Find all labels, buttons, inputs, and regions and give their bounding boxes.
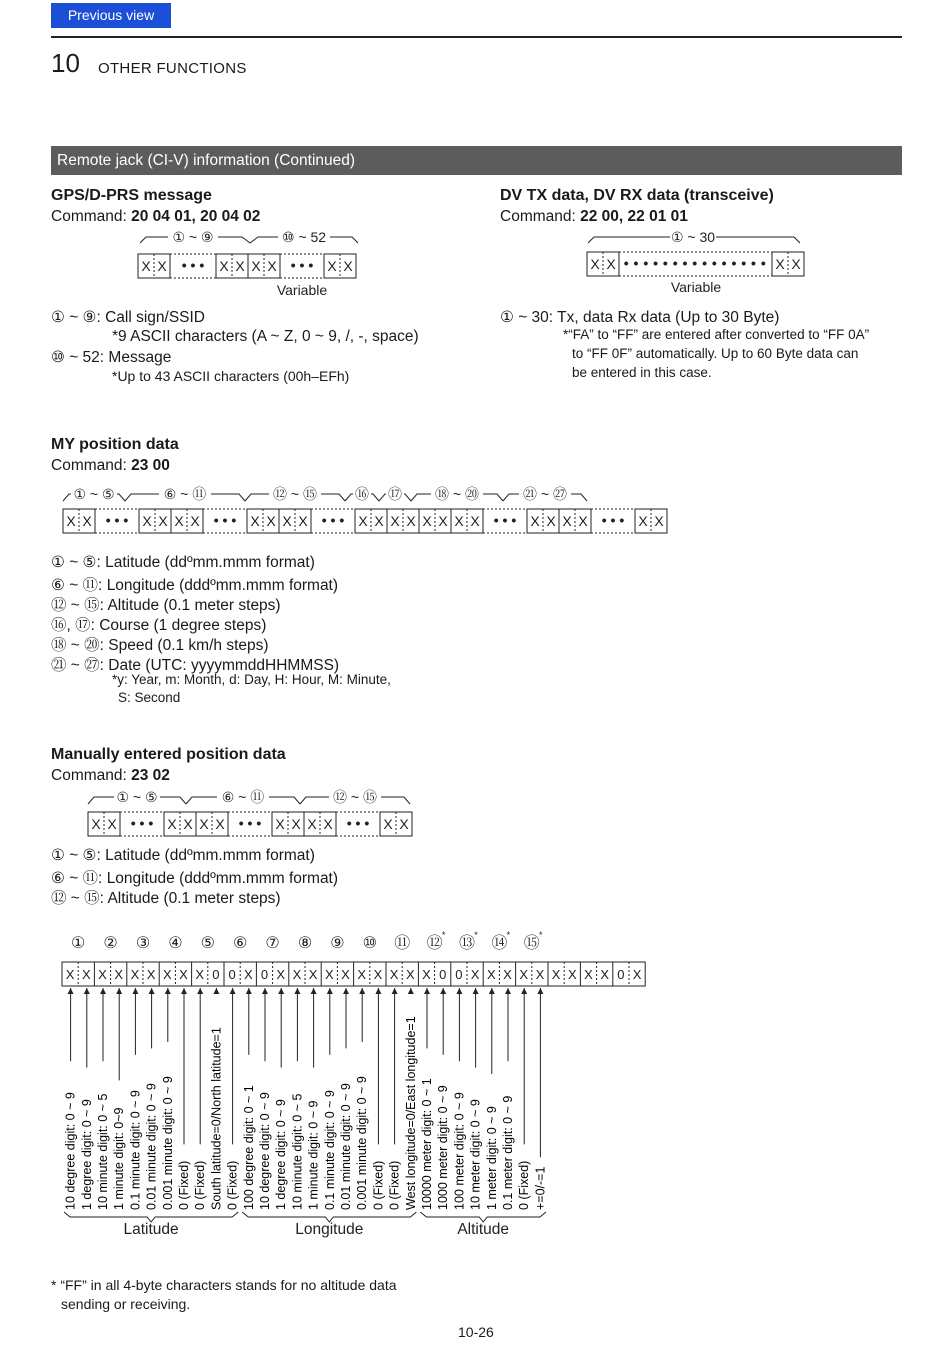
byte-cell: X bbox=[535, 967, 545, 982]
ellipsis-mark: • • • bbox=[213, 512, 237, 528]
svg-text:X: X bbox=[307, 816, 317, 832]
manual-line-3: ⑫ ~ ⑮: Altitude (0.1 meter steps) bbox=[51, 890, 281, 907]
arrow-head bbox=[440, 988, 446, 994]
arrow-head bbox=[359, 988, 365, 994]
svg-text:X: X bbox=[606, 256, 616, 272]
byte-number-15: ⑮ bbox=[523, 935, 540, 952]
my-command: Command: 23 00 bbox=[51, 457, 170, 474]
dv-command: Command: 22 00, 22 01 01 bbox=[500, 208, 688, 225]
svg-text:X: X bbox=[438, 513, 448, 529]
byte-label-11: 0 (Fixed) bbox=[225, 1160, 240, 1210]
dv-heading: DV TX data, DV RX data (transceive) bbox=[500, 187, 774, 204]
gps-desc-2-note: *Up to 43 ASCII characters (00h–EFh) bbox=[112, 368, 350, 384]
byte-star: * bbox=[441, 930, 446, 940]
svg-text:X: X bbox=[590, 256, 600, 272]
byte-cell: X bbox=[389, 967, 399, 982]
svg-text:X: X bbox=[390, 513, 400, 529]
byte-cell: 0 bbox=[455, 967, 463, 982]
byte-label-30: +=0/-=1 bbox=[533, 1166, 548, 1210]
svg-text:X: X bbox=[562, 513, 572, 529]
byte-star: * bbox=[506, 930, 511, 940]
arrow-head bbox=[165, 988, 171, 994]
byte-number-8: ⑧ bbox=[297, 935, 313, 952]
svg-text:X: X bbox=[775, 256, 785, 272]
svg-text:X: X bbox=[343, 258, 353, 274]
svg-text:• • • • • • • • • • • • • • •: • • • • • • • • • • • • • • • bbox=[623, 255, 767, 271]
byte-number-11: ⑪ bbox=[394, 935, 411, 952]
byte-label-6: 0.01 minute digit: 0 ~ 9 bbox=[144, 1083, 159, 1210]
arrow-head bbox=[181, 988, 187, 994]
dv-variable-label: Variable bbox=[670, 279, 722, 295]
svg-text:X: X bbox=[199, 816, 209, 832]
byte-cell: 0 bbox=[439, 967, 447, 982]
my-line-5: ⑱ ~ ⑳: Speed (0.1 km/h steps) bbox=[51, 637, 269, 654]
byte-label-3: 10 minute digit: 0 ~ 5 bbox=[96, 1093, 110, 1210]
byte-cell: X bbox=[470, 967, 480, 982]
arrow-head bbox=[116, 988, 122, 994]
svg-text:X: X bbox=[578, 513, 588, 529]
byte-number-12: ⑫ bbox=[426, 935, 443, 952]
byte-number-9: ⑨ bbox=[330, 935, 345, 952]
brace-label-1: ① ~ ⑤ bbox=[73, 486, 115, 502]
manual-heading: Manually entered position data bbox=[51, 746, 286, 763]
svg-text:X: X bbox=[374, 513, 384, 529]
my-note-1: *y: Year, m: Month, d: Day, H: Hour, M: Minute, bbox=[112, 672, 391, 687]
byte-label-2: 1 degree digit: 0 ~ 9 bbox=[79, 1099, 94, 1210]
byte-label-14: 1 degree digit: 0 ~ 9 bbox=[274, 1099, 289, 1210]
byte-cell: X bbox=[422, 967, 431, 982]
byte-label-12: 100 degree digit: 0 ~ 1 bbox=[241, 1085, 256, 1210]
byte-cell: X bbox=[324, 967, 334, 982]
byte-number-2: ② bbox=[103, 935, 118, 952]
ellipsis-mark: • • • bbox=[601, 512, 625, 528]
byte-cell: X bbox=[130, 967, 140, 982]
ellipsis-mark: • • • bbox=[321, 512, 345, 528]
my-heading: MY position data bbox=[51, 436, 179, 453]
svg-text:X: X bbox=[399, 816, 409, 832]
svg-text:X: X bbox=[791, 256, 801, 272]
svg-text:X: X bbox=[291, 816, 301, 832]
byte-label-21: 0 (Fixed) bbox=[387, 1160, 402, 1210]
svg-text:X: X bbox=[383, 816, 393, 832]
byte-label-15: 10 minute digit: 0 ~ 5 bbox=[290, 1093, 305, 1210]
byte-cell: X bbox=[486, 967, 496, 982]
byte-label-27: 1 meter digit: 0 ~ 9 bbox=[484, 1106, 499, 1210]
byte-number-3: ③ bbox=[135, 935, 151, 952]
byte-label-22: West longitude=0/East longitude=1 bbox=[403, 1016, 418, 1210]
byte-cell: X bbox=[292, 967, 302, 982]
svg-text:X: X bbox=[142, 513, 152, 529]
svg-text:X: X bbox=[546, 513, 556, 529]
byte-number-14: ⑭ bbox=[491, 935, 508, 952]
arrow-head bbox=[311, 988, 317, 994]
arrow-head bbox=[262, 988, 268, 994]
arrow-head bbox=[132, 988, 138, 994]
brace-label-7: ㉑ ~ ㉗ bbox=[523, 486, 567, 502]
svg-text:X: X bbox=[174, 513, 184, 529]
byte-cell: X bbox=[567, 967, 577, 982]
gps-heading: GPS/D-PRS message bbox=[51, 187, 212, 204]
svg-text:X: X bbox=[282, 513, 292, 529]
svg-text:X: X bbox=[654, 513, 664, 529]
svg-text:X: X bbox=[235, 258, 245, 274]
byte-cell: X bbox=[551, 967, 561, 982]
arrow-head bbox=[424, 988, 430, 994]
byte-label-10: South latitude=0/North latitude=1 bbox=[209, 1027, 224, 1210]
byte-number-4: ④ bbox=[168, 935, 183, 952]
byte-number-6: ⑥ bbox=[233, 935, 248, 952]
byte-label-7: 0.001 minute digit: 0 ~ 9 bbox=[160, 1076, 175, 1210]
brace-label-3: ⑫ ~ ⑮ bbox=[333, 789, 377, 805]
svg-text:X: X bbox=[107, 816, 117, 832]
byte-label-1: 10 degree digit: 0 ~ 9 bbox=[63, 1092, 78, 1210]
byte-number-10: ⑩ bbox=[362, 935, 377, 952]
svg-text:X: X bbox=[167, 816, 177, 832]
svg-text:X: X bbox=[82, 513, 92, 529]
manual-line-1: ① ~ ⑤: Latitude (ddºmm.mmm format) bbox=[51, 847, 315, 864]
ellipsis-mark: • • • bbox=[238, 815, 262, 831]
svg-text:X: X bbox=[183, 816, 193, 832]
byte-star: * bbox=[539, 930, 543, 940]
manual-byte-diagram bbox=[80, 788, 420, 840]
section-bar: Remote jack (CI-V) information (Continued) bbox=[51, 146, 902, 175]
byte-cell: 0 bbox=[617, 967, 625, 982]
arrow-head bbox=[505, 988, 511, 994]
arrow-head bbox=[68, 988, 74, 994]
svg-text:• • •: • • • bbox=[181, 257, 205, 273]
byte-star: * bbox=[474, 930, 478, 940]
arrow-head bbox=[278, 988, 284, 994]
byte-cell: X bbox=[405, 967, 415, 982]
byte-cell: X bbox=[276, 967, 286, 982]
svg-text:X: X bbox=[190, 513, 200, 529]
svg-text:• • •: • • • bbox=[290, 257, 314, 273]
svg-text:X: X bbox=[298, 513, 308, 529]
byte-cell: X bbox=[584, 967, 593, 982]
gps-desc-2: ⑩ ~ 52: Message bbox=[51, 349, 172, 366]
byte-cell: X bbox=[65, 967, 75, 982]
arrow-head bbox=[473, 988, 479, 994]
chapter-title: OTHER FUNCTIONS bbox=[98, 60, 247, 77]
svg-text:X: X bbox=[327, 258, 337, 274]
brace-label-2: ⑥ ~ ⑪ bbox=[221, 789, 265, 805]
gps-variable-label: Variable bbox=[276, 282, 328, 298]
my-note-2: S: Second bbox=[118, 690, 181, 705]
dv-brace: ① ~ 30 bbox=[670, 229, 716, 245]
byte-cell: X bbox=[195, 967, 205, 982]
arrow-head bbox=[149, 988, 155, 994]
gps-brace-a: ① ~ ⑨ bbox=[172, 229, 214, 245]
manual-line-2: ⑥ ~ ⑪: Longitude (dddºmm.mmm format) bbox=[51, 870, 339, 887]
brace-label-5: ⑰ bbox=[388, 486, 402, 502]
byte-label-28: 0.1 meter digit: 0 ~ 9 bbox=[501, 1095, 515, 1210]
svg-text:X: X bbox=[267, 258, 277, 274]
byte-label-5: 0.1 minute digit: 0 ~ 9 bbox=[128, 1090, 143, 1210]
brace-label-6: ⑱ ~ ⑳ bbox=[435, 486, 479, 502]
brace-label-1: ① ~ ⑤ bbox=[116, 789, 158, 805]
brace-label-2: ⑥ ~ ⑪ bbox=[163, 486, 207, 502]
ellipsis-mark: • • • bbox=[493, 512, 517, 528]
arrow-head bbox=[327, 988, 333, 994]
dv-note-1: *“FA” to “FF” are entered after converted to “FF 0A” bbox=[563, 327, 870, 342]
svg-text:X: X bbox=[406, 513, 416, 529]
previous-view-button[interactable]: Previous view bbox=[51, 3, 171, 28]
chapter-number: 10 bbox=[51, 48, 80, 78]
svg-text:X: X bbox=[358, 513, 368, 529]
dv-byte-diagram bbox=[580, 228, 810, 300]
arrow-head bbox=[230, 988, 236, 994]
my-description-list bbox=[51, 553, 339, 673]
byte-number-5: ⑤ bbox=[200, 935, 215, 952]
byte-cell: X bbox=[243, 967, 253, 982]
byte-label-8: 0 (Fixed) bbox=[177, 1160, 191, 1210]
arrow-head bbox=[246, 988, 252, 994]
byte-label-18: 0.01 minute digit: 0 ~ 9 bbox=[339, 1083, 353, 1210]
byte-cell: X bbox=[179, 967, 188, 982]
byte-cell: X bbox=[373, 967, 383, 982]
gps-desc-1-note: *9 ASCII characters (A ~ Z, 0 ~ 9, /, -, space) bbox=[112, 328, 419, 345]
my-byte-diagram bbox=[55, 485, 664, 537]
svg-text:X: X bbox=[422, 513, 432, 529]
manual-description-list bbox=[51, 846, 338, 906]
byte-cell: 0 bbox=[260, 967, 269, 982]
svg-text:X: X bbox=[91, 816, 101, 832]
svg-text:X: X bbox=[266, 513, 276, 529]
group-label-2: Longitude bbox=[295, 1221, 364, 1238]
arrow-head bbox=[392, 988, 398, 994]
gps-desc-1: ① ~ ⑨: Call sign/SSID bbox=[51, 309, 206, 326]
gps-command: Command: 20 04 01, 20 04 02 bbox=[51, 208, 261, 225]
byte-label-29: 0 (Fixed) bbox=[517, 1160, 532, 1210]
arrow-head bbox=[84, 988, 90, 994]
byte-cell: X bbox=[341, 967, 350, 982]
gps-brace-b: ⑩ ~ 52 bbox=[281, 229, 327, 245]
byte-cell: X bbox=[308, 967, 318, 982]
my-line-6: ㉑ ~ ㉗: Date (UTC: yyyymmddHHMMSS) bbox=[51, 657, 340, 674]
gps-byte-diagram bbox=[130, 228, 370, 302]
byte-label-17: 0.1 minute digit: 0 ~ 9 bbox=[322, 1090, 337, 1210]
arrow-head bbox=[294, 988, 300, 994]
arrow-head bbox=[456, 988, 462, 994]
svg-text:X: X bbox=[323, 816, 333, 832]
brace-label-4: ⑯ bbox=[355, 486, 369, 502]
arrow-head bbox=[100, 988, 106, 994]
svg-text:X: X bbox=[250, 513, 260, 529]
byte-cell: X bbox=[503, 967, 512, 982]
byte-cell: X bbox=[114, 967, 124, 982]
byte-label-26: 10 meter digit: 0 ~ 9 bbox=[468, 1099, 483, 1210]
byte-label-24: 1000 meter digit: 0 ~ 9 bbox=[436, 1085, 451, 1210]
byte-cell: X bbox=[632, 967, 642, 982]
byte-number-1: ① bbox=[71, 935, 86, 952]
svg-text:X: X bbox=[530, 513, 540, 529]
svg-text:X: X bbox=[157, 258, 167, 274]
byte-cell: 0 bbox=[212, 967, 220, 982]
group-label-1: Latitude bbox=[123, 1221, 179, 1238]
arrow-head bbox=[521, 988, 527, 994]
byte-label-25: 100 meter digit: 0 ~ 9 bbox=[452, 1092, 467, 1210]
svg-text:X: X bbox=[470, 513, 480, 529]
svg-text:X: X bbox=[66, 513, 76, 529]
svg-text:X: X bbox=[141, 258, 151, 274]
byte-cell: 0 bbox=[228, 967, 236, 982]
arrow-head bbox=[537, 988, 543, 994]
arrow-head bbox=[197, 988, 203, 994]
ellipsis-mark: • • • bbox=[105, 512, 129, 528]
dv-note-2: to “FF 0F” automatically. Up to 60 Byte data can bbox=[572, 346, 859, 361]
byte-breakdown-diagram bbox=[55, 928, 642, 1243]
byte-cell: X bbox=[81, 967, 91, 982]
svg-text:X: X bbox=[219, 258, 229, 274]
my-line-1: ① ~ ⑤: Latitude (ddºmm.mmm format) bbox=[51, 554, 315, 571]
byte-number-7: ⑦ bbox=[265, 935, 280, 952]
footnote-1: * “FF” in all 4-byte characters stands for no altitude data bbox=[51, 1277, 397, 1293]
my-line-4: ⑯, ⑰: Course (1 degree steps) bbox=[51, 617, 267, 634]
byte-label-20: 0 (Fixed) bbox=[371, 1160, 386, 1210]
top-rule bbox=[51, 36, 902, 38]
arrow-head bbox=[489, 988, 495, 994]
arrow-head bbox=[343, 988, 349, 994]
byte-label-9: 0 (Fixed) bbox=[193, 1160, 208, 1210]
manual-command: Command: 23 02 bbox=[51, 767, 170, 784]
byte-cell: X bbox=[146, 967, 156, 982]
byte-cell: X bbox=[519, 967, 529, 982]
svg-text:X: X bbox=[215, 816, 225, 832]
dv-note-3: be entered in this case. bbox=[572, 365, 712, 380]
page-number: 10-26 bbox=[458, 1324, 494, 1340]
byte-label-13: 10 degree digit: 0 ~ 9 bbox=[258, 1092, 272, 1210]
byte-number-13: ⑬ bbox=[458, 935, 476, 952]
arrow-head bbox=[213, 988, 219, 994]
svg-text:X: X bbox=[638, 513, 648, 529]
group-label-3: Altitude bbox=[457, 1221, 510, 1238]
ellipsis-mark: • • • bbox=[130, 815, 154, 831]
ellipsis-mark: • • • bbox=[346, 815, 370, 831]
my-line-2: ⑥ ~ ⑪: Longitude (dddºmm.mmm format) bbox=[51, 577, 339, 594]
arrow-head bbox=[375, 988, 381, 994]
byte-label-19: 0.001 minute digit: 0 ~ 9 bbox=[355, 1076, 370, 1210]
footnote-2: sending or receiving. bbox=[61, 1296, 191, 1312]
svg-text:X: X bbox=[158, 513, 168, 529]
byte-cell: X bbox=[357, 967, 367, 982]
byte-cell: X bbox=[162, 967, 172, 982]
byte-label-16: 1 minute digit: 0 ~ 9 bbox=[306, 1100, 321, 1210]
byte-cell: X bbox=[600, 967, 610, 982]
dv-desc: ① ~ 30: Tx, data Rx data (Up to 30 Byte) bbox=[500, 309, 780, 326]
brace-label-3: ⑫ ~ ⑮ bbox=[273, 486, 317, 502]
byte-label-4: 1 minute digit: 0~9 bbox=[112, 1107, 127, 1210]
svg-text:X: X bbox=[275, 816, 285, 832]
byte-label-23: 10000 meter digit: 0 ~ 1 bbox=[420, 1078, 434, 1210]
svg-text:X: X bbox=[251, 258, 261, 274]
svg-text:X: X bbox=[454, 513, 464, 529]
byte-cell: X bbox=[98, 967, 107, 982]
my-line-3: ⑫ ~ ⑮: Altitude (0.1 meter steps) bbox=[51, 597, 281, 614]
arrow-head bbox=[408, 988, 414, 994]
